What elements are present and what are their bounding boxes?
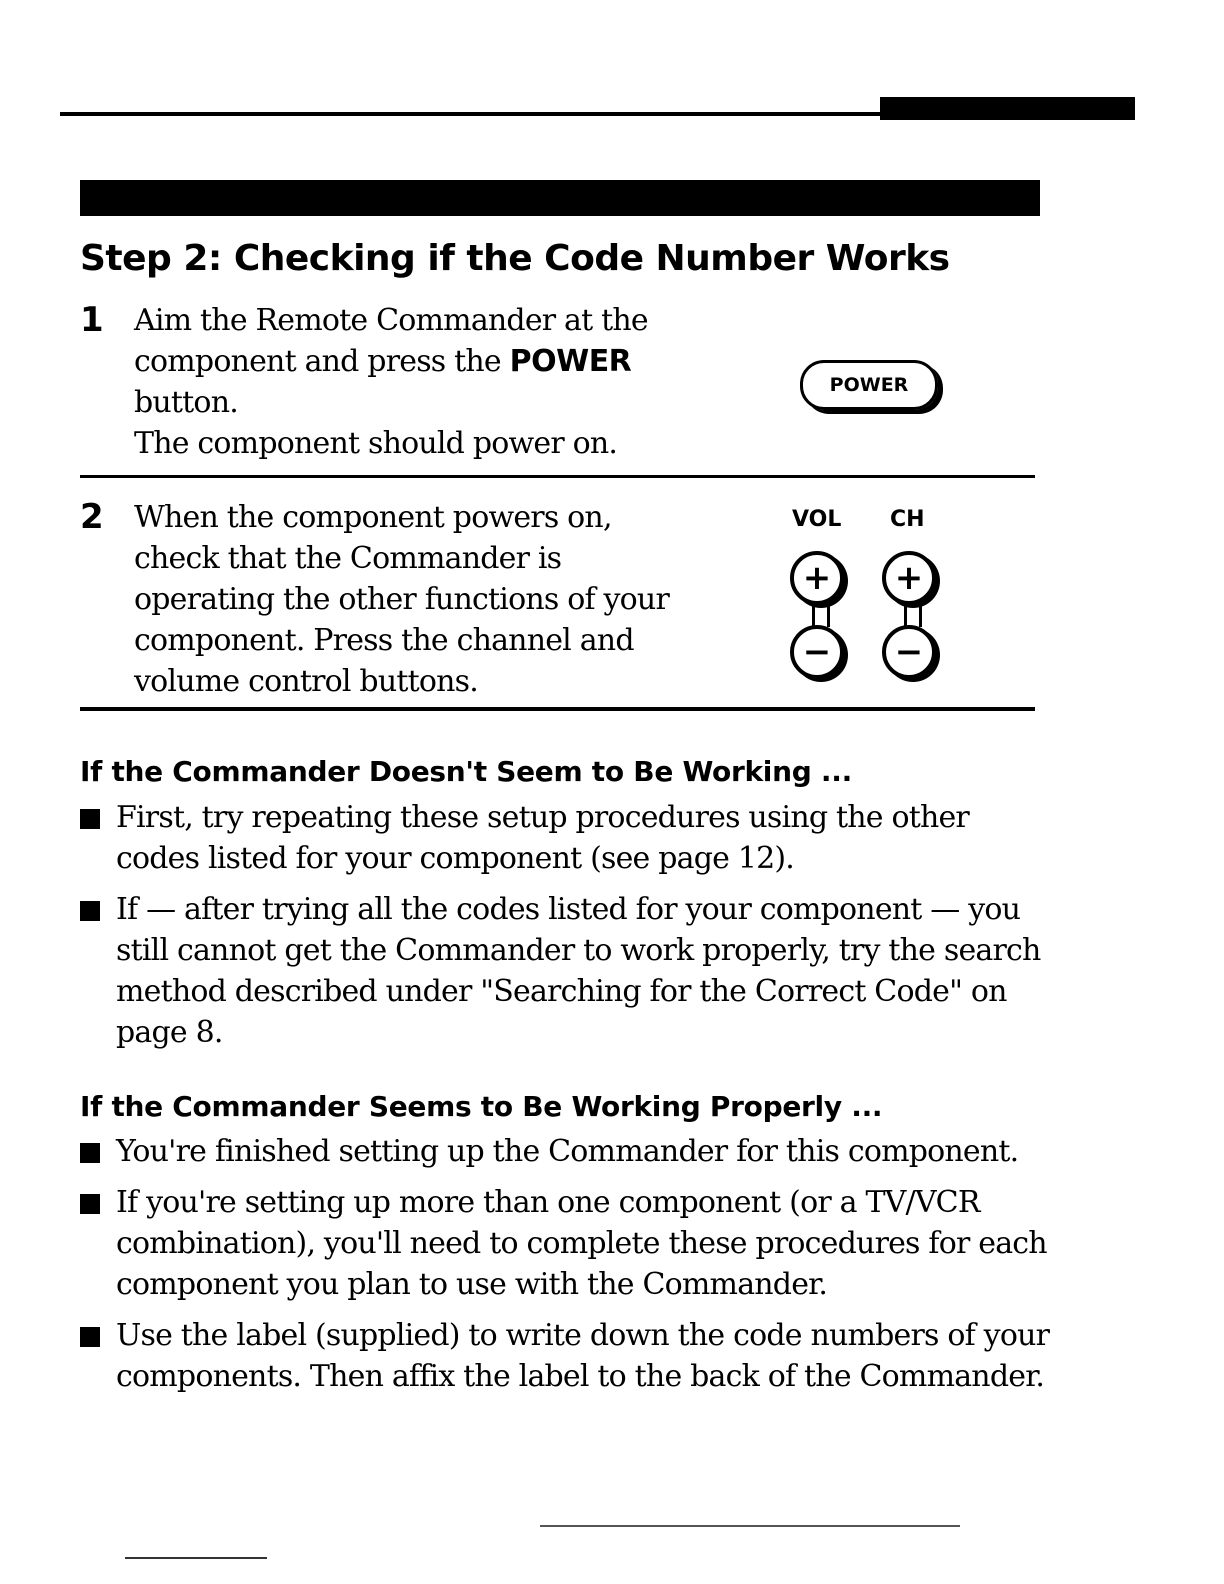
footer-rule xyxy=(125,1557,267,1559)
step-2-instruction: When the component powers on, check that the Commander is operating the other functions of your component. Press the channel and volume control buttons. xyxy=(134,500,669,699)
list-item: You're finished setting up the Commander for this component. xyxy=(80,1131,1060,1172)
list-item: First, try repeating these setup procedures using the other codes listed for your component (see page 12). xyxy=(80,797,1060,879)
list-item: If you're setting up more than one component (or a TV/VCR combination), you'll need to complete these procedures for each component you plan to use with the Commander. xyxy=(80,1182,1060,1305)
footer-rule xyxy=(540,1525,960,1527)
working-heading: If the Commander Seems to Be Working Properly ... xyxy=(80,1090,883,1123)
bullet-square-icon xyxy=(80,901,100,921)
vol-label: VOL xyxy=(792,507,842,532)
step-1-body xyxy=(134,300,694,464)
step-number: 2 xyxy=(80,497,104,537)
step-number: 1 xyxy=(80,300,104,340)
vol-plus-icon: + xyxy=(790,551,844,605)
bullet-square-icon xyxy=(80,1327,100,1347)
step-title: Step 2: Checking if the Code Number Works xyxy=(80,238,950,279)
rocker-connector xyxy=(904,603,922,627)
not-working-heading: If the Commander Doesn't Seem to Be Working ... xyxy=(80,755,852,788)
step-1-result: The component should power on. xyxy=(134,426,618,461)
step-2-body xyxy=(134,497,694,702)
rocker-labels xyxy=(786,507,956,537)
bullet-square-icon xyxy=(80,1194,100,1214)
ch-rocker xyxy=(882,551,940,683)
list-item: Use the label (supplied) to write down the code numbers of your components. Then affix the label to the back of the Commander. xyxy=(80,1315,1060,1397)
step-1-instruction: Aim the Remote Commander at the component and press the POWER button. xyxy=(134,303,648,420)
section-header-bar xyxy=(80,180,1040,216)
power-button-illustration: POWER xyxy=(800,360,938,410)
ch-label: CH xyxy=(890,507,925,532)
power-keyword: POWER xyxy=(509,344,632,379)
working-list xyxy=(80,1131,1060,1407)
vol-rocker xyxy=(790,551,848,683)
step-2 xyxy=(80,497,1040,697)
divider xyxy=(80,707,1035,711)
bullet-square-icon xyxy=(80,809,100,829)
rocker-connector xyxy=(812,603,830,627)
divider xyxy=(80,475,1035,478)
ch-plus-icon: + xyxy=(882,551,936,605)
bullet-square-icon xyxy=(80,1143,100,1163)
vol-ch-buttons-illustration xyxy=(786,507,956,687)
list-item: If — after trying all the codes listed for your component — you still cannot get the Commander to work properly, try the search method described under "Searching for the Correct Code" on page 8. xyxy=(80,889,1060,1053)
ch-minus-icon: − xyxy=(882,625,936,679)
vol-minus-icon: − xyxy=(790,625,844,679)
not-working-list xyxy=(80,797,1060,1063)
top-rule-tab xyxy=(880,97,1135,120)
step-1 xyxy=(80,300,1040,470)
